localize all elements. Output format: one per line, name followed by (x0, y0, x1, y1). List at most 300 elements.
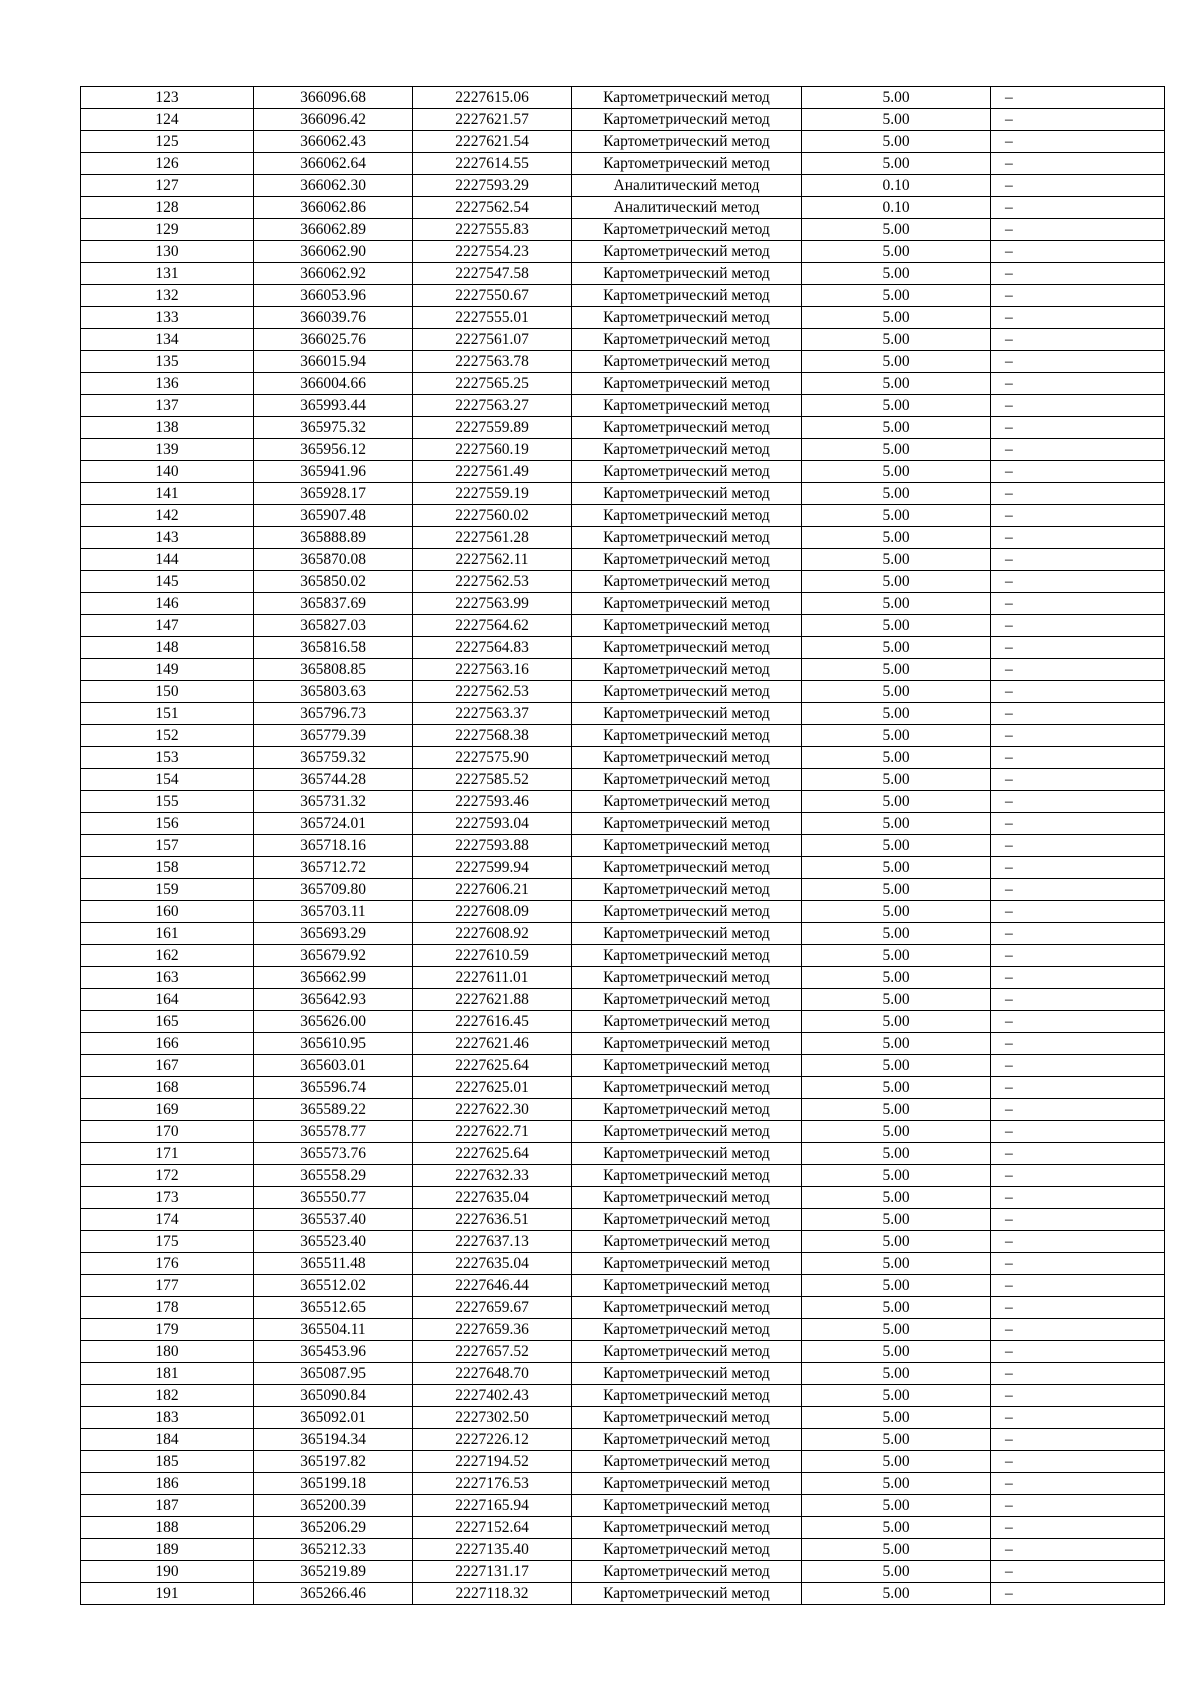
y-coordinate-cell: 2227560.02 (413, 505, 572, 527)
x-coordinate-cell: 365718.16 (254, 835, 413, 857)
description-cell: – (991, 1011, 1165, 1033)
table-row (81, 659, 1165, 681)
accuracy-cell: 5.00 (802, 1187, 991, 1209)
accuracy-cell: 5.00 (802, 1121, 991, 1143)
y-coordinate-cell: 2227555.83 (413, 219, 572, 241)
description-cell: – (991, 989, 1165, 1011)
y-coordinate-cell: 2227575.90 (413, 747, 572, 769)
accuracy-cell: 5.00 (802, 549, 991, 571)
description-cell: – (991, 285, 1165, 307)
accuracy-cell: 5.00 (802, 1033, 991, 1055)
table-row (81, 1319, 1165, 1341)
y-coordinate-cell: 2227615.06 (413, 87, 572, 109)
point-number-cell: 149 (81, 659, 254, 681)
y-coordinate-cell: 2227622.71 (413, 1121, 572, 1143)
method-cell: Картометрический метод (572, 483, 802, 505)
description-cell: – (991, 505, 1165, 527)
point-number-cell: 124 (81, 109, 254, 131)
method-cell: Картометрический метод (572, 549, 802, 571)
y-coordinate-cell: 2227593.04 (413, 813, 572, 835)
y-coordinate-cell: 2227585.52 (413, 769, 572, 791)
table-row (81, 769, 1165, 791)
x-coordinate-cell: 365453.96 (254, 1341, 413, 1363)
table-row (81, 901, 1165, 923)
y-coordinate-cell: 2227302.50 (413, 1407, 572, 1429)
y-coordinate-cell: 2227622.30 (413, 1099, 572, 1121)
description-cell: – (991, 1253, 1165, 1275)
method-cell: Картометрический метод (572, 1033, 802, 1055)
accuracy-cell: 5.00 (802, 1099, 991, 1121)
x-coordinate-cell: 365511.48 (254, 1253, 413, 1275)
description-cell: – (991, 1143, 1165, 1165)
accuracy-cell: 5.00 (802, 1297, 991, 1319)
y-coordinate-cell: 2227564.62 (413, 615, 572, 637)
description-cell: – (991, 1121, 1165, 1143)
method-cell: Картометрический метод (572, 1561, 802, 1583)
x-coordinate-cell: 365596.74 (254, 1077, 413, 1099)
method-cell: Картометрический метод (572, 879, 802, 901)
x-coordinate-cell: 365197.82 (254, 1451, 413, 1473)
table-row (81, 813, 1165, 835)
x-coordinate-cell: 365724.01 (254, 813, 413, 835)
x-coordinate-cell: 365212.33 (254, 1539, 413, 1561)
y-coordinate-cell: 2227636.51 (413, 1209, 572, 1231)
y-coordinate-cell: 2227657.52 (413, 1341, 572, 1363)
accuracy-cell: 5.00 (802, 1165, 991, 1187)
point-number-cell: 133 (81, 307, 254, 329)
y-coordinate-cell: 2227632.33 (413, 1165, 572, 1187)
table-row (81, 1165, 1165, 1187)
description-cell: – (991, 637, 1165, 659)
point-number-cell: 123 (81, 87, 254, 109)
accuracy-cell: 5.00 (802, 703, 991, 725)
description-cell: – (991, 395, 1165, 417)
method-cell: Картометрический метод (572, 263, 802, 285)
description-cell: – (991, 1583, 1165, 1605)
method-cell: Картометрический метод (572, 329, 802, 351)
y-coordinate-cell: 2227118.32 (413, 1583, 572, 1605)
point-number-cell: 154 (81, 769, 254, 791)
coordinates-table-body (81, 87, 1165, 1605)
accuracy-cell: 5.00 (802, 769, 991, 791)
y-coordinate-cell: 2227625.64 (413, 1143, 572, 1165)
point-number-cell: 158 (81, 857, 254, 879)
y-coordinate-cell: 2227561.28 (413, 527, 572, 549)
table-row (81, 945, 1165, 967)
accuracy-cell: 5.00 (802, 1451, 991, 1473)
table-row (81, 1231, 1165, 1253)
table-row (81, 351, 1165, 373)
table-row (81, 1363, 1165, 1385)
description-cell: – (991, 1209, 1165, 1231)
table-row (81, 1561, 1165, 1583)
accuracy-cell: 5.00 (802, 1275, 991, 1297)
description-cell: – (991, 571, 1165, 593)
method-cell: Картометрический метод (572, 637, 802, 659)
table-row (81, 87, 1165, 109)
method-cell: Картометрический метод (572, 1055, 802, 1077)
table-row (81, 857, 1165, 879)
method-cell: Картометрический метод (572, 109, 802, 131)
x-coordinate-cell: 366025.76 (254, 329, 413, 351)
description-cell: – (991, 439, 1165, 461)
table-row (81, 703, 1165, 725)
table-row (81, 549, 1165, 571)
accuracy-cell: 5.00 (802, 373, 991, 395)
accuracy-cell: 5.00 (802, 285, 991, 307)
point-number-cell: 147 (81, 615, 254, 637)
y-coordinate-cell: 2227593.29 (413, 175, 572, 197)
method-cell: Картометрический метод (572, 1143, 802, 1165)
point-number-cell: 129 (81, 219, 254, 241)
description-cell: – (991, 373, 1165, 395)
y-coordinate-cell: 2227562.54 (413, 197, 572, 219)
x-coordinate-cell: 365194.34 (254, 1429, 413, 1451)
y-coordinate-cell: 2227562.11 (413, 549, 572, 571)
method-cell: Картометрический метод (572, 1517, 802, 1539)
y-coordinate-cell: 2227550.67 (413, 285, 572, 307)
point-number-cell: 156 (81, 813, 254, 835)
description-cell: – (991, 329, 1165, 351)
x-coordinate-cell: 365266.46 (254, 1583, 413, 1605)
method-cell: Картометрический метод (572, 1407, 802, 1429)
point-number-cell: 174 (81, 1209, 254, 1231)
description-cell: – (991, 945, 1165, 967)
y-coordinate-cell: 2227176.53 (413, 1473, 572, 1495)
table-row (81, 637, 1165, 659)
y-coordinate-cell: 2227559.89 (413, 417, 572, 439)
point-number-cell: 190 (81, 1561, 254, 1583)
point-number-cell: 136 (81, 373, 254, 395)
method-cell: Картометрический метод (572, 307, 802, 329)
x-coordinate-cell: 365206.29 (254, 1517, 413, 1539)
accuracy-cell: 5.00 (802, 857, 991, 879)
table-row (81, 263, 1165, 285)
point-number-cell: 171 (81, 1143, 254, 1165)
x-coordinate-cell: 365837.69 (254, 593, 413, 615)
y-coordinate-cell: 2227561.49 (413, 461, 572, 483)
point-number-cell: 142 (81, 505, 254, 527)
accuracy-cell: 5.00 (802, 1561, 991, 1583)
table-row (81, 1517, 1165, 1539)
y-coordinate-cell: 2227606.21 (413, 879, 572, 901)
description-cell: – (991, 1099, 1165, 1121)
point-number-cell: 131 (81, 263, 254, 285)
accuracy-cell: 5.00 (802, 241, 991, 263)
method-cell: Картометрический метод (572, 1253, 802, 1275)
method-cell: Картометрический метод (572, 571, 802, 593)
method-cell: Картометрический метод (572, 241, 802, 263)
x-coordinate-cell: 365888.89 (254, 527, 413, 549)
x-coordinate-cell: 366039.76 (254, 307, 413, 329)
method-cell: Картометрический метод (572, 1121, 802, 1143)
x-coordinate-cell: 366004.66 (254, 373, 413, 395)
description-cell: – (991, 1165, 1165, 1187)
table-row (81, 219, 1165, 241)
y-coordinate-cell: 2227621.46 (413, 1033, 572, 1055)
accuracy-cell: 5.00 (802, 1539, 991, 1561)
table-row (81, 791, 1165, 813)
accuracy-cell: 5.00 (802, 901, 991, 923)
accuracy-cell: 5.00 (802, 329, 991, 351)
description-cell: – (991, 923, 1165, 945)
method-cell: Картометрический метод (572, 1429, 802, 1451)
accuracy-cell: 5.00 (802, 483, 991, 505)
description-cell: – (991, 791, 1165, 813)
accuracy-cell: 5.00 (802, 923, 991, 945)
table-row (81, 747, 1165, 769)
point-number-cell: 168 (81, 1077, 254, 1099)
table-row (81, 197, 1165, 219)
description-cell: – (991, 593, 1165, 615)
description-cell: – (991, 87, 1165, 109)
method-cell: Картометрический метод (572, 373, 802, 395)
method-cell: Картометрический метод (572, 505, 802, 527)
point-number-cell: 159 (81, 879, 254, 901)
accuracy-cell: 5.00 (802, 1209, 991, 1231)
accuracy-cell: 5.00 (802, 945, 991, 967)
method-cell: Картометрический метод (572, 659, 802, 681)
method-cell: Картометрический метод (572, 1275, 802, 1297)
description-cell: – (991, 725, 1165, 747)
x-coordinate-cell: 365219.89 (254, 1561, 413, 1583)
table-row (81, 1033, 1165, 1055)
table-row (81, 153, 1165, 175)
description-cell: – (991, 1297, 1165, 1319)
method-cell: Картометрический метод (572, 1583, 802, 1605)
y-coordinate-cell: 2227611.01 (413, 967, 572, 989)
y-coordinate-cell: 2227616.45 (413, 1011, 572, 1033)
table-row (81, 1121, 1165, 1143)
x-coordinate-cell: 365603.01 (254, 1055, 413, 1077)
method-cell: Картометрический метод (572, 967, 802, 989)
point-number-cell: 189 (81, 1539, 254, 1561)
description-cell: – (991, 1187, 1165, 1209)
method-cell: Картометрический метод (572, 1231, 802, 1253)
y-coordinate-cell: 2227563.27 (413, 395, 572, 417)
x-coordinate-cell: 365573.76 (254, 1143, 413, 1165)
accuracy-cell: 5.00 (802, 307, 991, 329)
point-number-cell: 160 (81, 901, 254, 923)
accuracy-cell: 5.00 (802, 879, 991, 901)
point-number-cell: 184 (81, 1429, 254, 1451)
accuracy-cell: 5.00 (802, 725, 991, 747)
table-row (81, 1253, 1165, 1275)
table-row (81, 1407, 1165, 1429)
table-row (81, 571, 1165, 593)
point-number-cell: 181 (81, 1363, 254, 1385)
description-cell: – (991, 835, 1165, 857)
description-cell: – (991, 1495, 1165, 1517)
method-cell: Картометрический метод (572, 703, 802, 725)
description-cell: – (991, 241, 1165, 263)
accuracy-cell: 5.00 (802, 1473, 991, 1495)
accuracy-cell: 5.00 (802, 263, 991, 285)
method-cell: Картометрический метод (572, 1165, 802, 1187)
x-coordinate-cell: 365589.22 (254, 1099, 413, 1121)
x-coordinate-cell: 365199.18 (254, 1473, 413, 1495)
y-coordinate-cell: 2227625.01 (413, 1077, 572, 1099)
point-number-cell: 179 (81, 1319, 254, 1341)
accuracy-cell: 5.00 (802, 461, 991, 483)
method-cell: Картометрический метод (572, 1451, 802, 1473)
x-coordinate-cell: 366062.89 (254, 219, 413, 241)
x-coordinate-cell: 365870.08 (254, 549, 413, 571)
method-cell: Картометрический метод (572, 681, 802, 703)
point-number-cell: 165 (81, 1011, 254, 1033)
accuracy-cell: 5.00 (802, 571, 991, 593)
x-coordinate-cell: 365662.99 (254, 967, 413, 989)
description-cell: – (991, 1407, 1165, 1429)
accuracy-cell: 5.00 (802, 219, 991, 241)
accuracy-cell: 5.00 (802, 1231, 991, 1253)
accuracy-cell: 5.00 (802, 87, 991, 109)
description-cell: – (991, 1473, 1165, 1495)
x-coordinate-cell: 365090.84 (254, 1385, 413, 1407)
accuracy-cell: 5.00 (802, 1055, 991, 1077)
accuracy-cell: 5.00 (802, 1407, 991, 1429)
table-row (81, 615, 1165, 637)
y-coordinate-cell: 2227563.16 (413, 659, 572, 681)
description-cell: – (991, 1055, 1165, 1077)
accuracy-cell: 5.00 (802, 153, 991, 175)
description-cell: – (991, 461, 1165, 483)
x-coordinate-cell: 365550.77 (254, 1187, 413, 1209)
point-number-cell: 191 (81, 1583, 254, 1605)
method-cell: Картометрический метод (572, 747, 802, 769)
x-coordinate-cell: 366096.42 (254, 109, 413, 131)
accuracy-cell: 5.00 (802, 1363, 991, 1385)
x-coordinate-cell: 365907.48 (254, 505, 413, 527)
description-cell: – (991, 1275, 1165, 1297)
point-number-cell: 164 (81, 989, 254, 1011)
y-coordinate-cell: 2227131.17 (413, 1561, 572, 1583)
x-coordinate-cell: 365941.96 (254, 461, 413, 483)
y-coordinate-cell: 2227562.53 (413, 571, 572, 593)
y-coordinate-cell: 2227561.07 (413, 329, 572, 351)
point-number-cell: 152 (81, 725, 254, 747)
y-coordinate-cell: 2227226.12 (413, 1429, 572, 1451)
method-cell: Аналитический метод (572, 197, 802, 219)
table-row (81, 483, 1165, 505)
description-cell: – (991, 549, 1165, 571)
point-number-cell: 162 (81, 945, 254, 967)
point-number-cell: 143 (81, 527, 254, 549)
point-number-cell: 186 (81, 1473, 254, 1495)
table-row (81, 175, 1165, 197)
x-coordinate-cell: 365796.73 (254, 703, 413, 725)
x-coordinate-cell: 365827.03 (254, 615, 413, 637)
accuracy-cell: 5.00 (802, 593, 991, 615)
table-row (81, 1473, 1165, 1495)
table-row (81, 395, 1165, 417)
y-coordinate-cell: 2227568.38 (413, 725, 572, 747)
method-cell: Картометрический метод (572, 901, 802, 923)
description-cell: – (991, 351, 1165, 373)
y-coordinate-cell: 2227659.36 (413, 1319, 572, 1341)
y-coordinate-cell: 2227565.25 (413, 373, 572, 395)
accuracy-cell: 5.00 (802, 131, 991, 153)
point-number-cell: 125 (81, 131, 254, 153)
accuracy-cell: 5.00 (802, 747, 991, 769)
method-cell: Картометрический метод (572, 923, 802, 945)
description-cell: – (991, 1561, 1165, 1583)
point-number-cell: 140 (81, 461, 254, 483)
accuracy-cell: 5.00 (802, 967, 991, 989)
point-number-cell: 128 (81, 197, 254, 219)
accuracy-cell: 5.00 (802, 791, 991, 813)
method-cell: Картометрический метод (572, 769, 802, 791)
table-row (81, 1209, 1165, 1231)
accuracy-cell: 5.00 (802, 395, 991, 417)
x-coordinate-cell: 365642.93 (254, 989, 413, 1011)
y-coordinate-cell: 2227560.19 (413, 439, 572, 461)
table-row (81, 725, 1165, 747)
accuracy-cell: 0.10 (802, 197, 991, 219)
description-cell: – (991, 197, 1165, 219)
table-row (81, 1583, 1165, 1605)
table-row (81, 461, 1165, 483)
table-row (81, 109, 1165, 131)
x-coordinate-cell: 365523.40 (254, 1231, 413, 1253)
table-row (81, 835, 1165, 857)
x-coordinate-cell: 365200.39 (254, 1495, 413, 1517)
point-number-cell: 137 (81, 395, 254, 417)
y-coordinate-cell: 2227563.37 (413, 703, 572, 725)
method-cell: Картометрический метод (572, 219, 802, 241)
y-coordinate-cell: 2227635.04 (413, 1187, 572, 1209)
point-number-cell: 134 (81, 329, 254, 351)
x-coordinate-cell: 365709.80 (254, 879, 413, 901)
description-cell: – (991, 417, 1165, 439)
method-cell: Картометрический метод (572, 527, 802, 549)
description-cell: – (991, 857, 1165, 879)
point-number-cell: 141 (81, 483, 254, 505)
table-row (81, 527, 1165, 549)
description-cell: – (991, 615, 1165, 637)
point-number-cell: 166 (81, 1033, 254, 1055)
method-cell: Картометрический метод (572, 1099, 802, 1121)
x-coordinate-cell: 365759.32 (254, 747, 413, 769)
point-number-cell: 176 (81, 1253, 254, 1275)
accuracy-cell: 5.00 (802, 1495, 991, 1517)
x-coordinate-cell: 365731.32 (254, 791, 413, 813)
point-number-cell: 163 (81, 967, 254, 989)
table-row (81, 1275, 1165, 1297)
x-coordinate-cell: 366062.43 (254, 131, 413, 153)
y-coordinate-cell: 2227555.01 (413, 307, 572, 329)
y-coordinate-cell: 2227547.58 (413, 263, 572, 285)
accuracy-cell: 5.00 (802, 1583, 991, 1605)
description-cell: – (991, 1363, 1165, 1385)
accuracy-cell: 5.00 (802, 813, 991, 835)
method-cell: Картометрический метод (572, 615, 802, 637)
y-coordinate-cell: 2227593.88 (413, 835, 572, 857)
table-row (81, 329, 1165, 351)
method-cell: Картометрический метод (572, 835, 802, 857)
y-coordinate-cell: 2227621.54 (413, 131, 572, 153)
y-coordinate-cell: 2227635.04 (413, 1253, 572, 1275)
x-coordinate-cell: 365993.44 (254, 395, 413, 417)
method-cell: Картометрический метод (572, 813, 802, 835)
description-cell: – (991, 219, 1165, 241)
x-coordinate-cell: 365712.72 (254, 857, 413, 879)
description-cell: – (991, 659, 1165, 681)
method-cell: Картометрический метод (572, 1495, 802, 1517)
description-cell: – (991, 747, 1165, 769)
y-coordinate-cell: 2227610.59 (413, 945, 572, 967)
method-cell: Картометрический метод (572, 395, 802, 417)
